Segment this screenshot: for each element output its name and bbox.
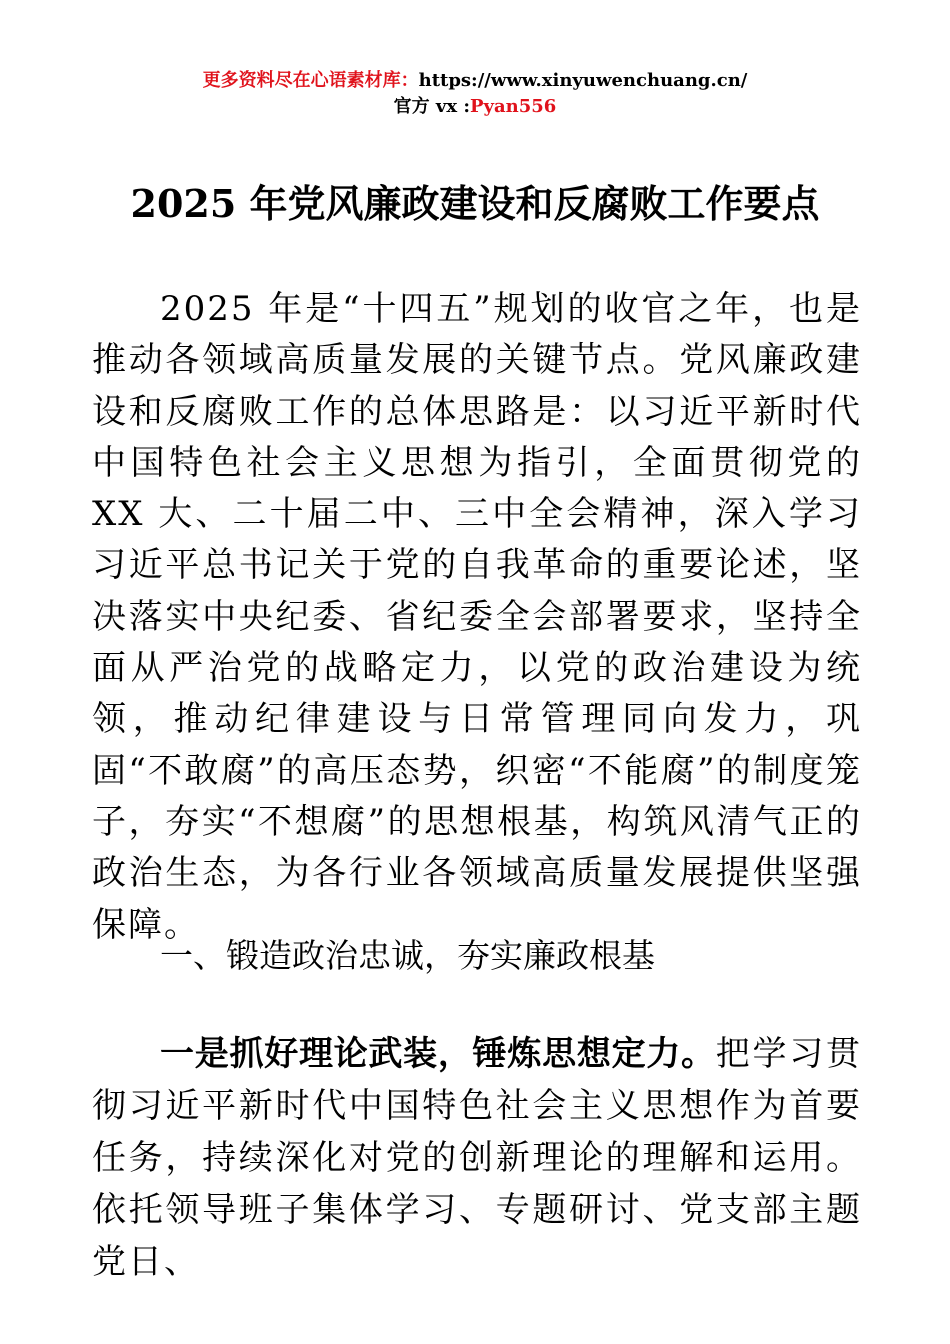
intro-paragraph: 2025 年是“十四五”规划的收官之年，也是推动各领域高质量发展的关键节点。党风廉政建设和反腐败工作的总体思路是：以习近平新时代中国特色社会主义思想为指引，全面贯彻党的 XX 大、二十届二中、三中全会精神，深入学习习近平总书记关于党的自我革命的重要论述，坚决落实中央纪委、省纪委全会部署要求，坚持全面从严治党的战略定力，以党的政治建设为统领，推动纪律建设与日常管理同向发力，巩固“不敢腐”的高压态势，织密“不能腐”的制度笼子，夯实“不想腐”的思想根基，构筑风清气正的政治生态，为各行业各领域高质量发展提供坚强保障。 <box>92 289 862 945</box>
document-title: 2025 年党风廉政建设和反腐败工作要点 <box>130 181 820 226</box>
contact-id: Pyan556 <box>470 96 557 117</box>
section1-item1-body: 把学习贯彻习近平新时代中国特色社会主义思想作为首要任务，持续深化对党的创新理论的理解和运用。依托领导班子集体学习、专题研讨、党支部主题党日、 <box>92 1034 863 1282</box>
source-watermark-header <box>0 68 950 120</box>
section1-item1-lead: 一是抓好理论武装，锤炼思想定力。 <box>160 1034 716 1074</box>
source-label: 更多资料尽在心语素材库： <box>202 70 419 91</box>
source-line <box>0 68 950 94</box>
source-url[interactable]: https://www.xinyuwenchuang.cn/ <box>418 70 748 91</box>
contact-label: 官方 vx : <box>393 96 471 117</box>
section1-item1-paragraph <box>92 1028 862 1288</box>
section-heading-1: 一、锻造政治忠诚，夯实廉政根基 <box>160 936 655 975</box>
contact-line <box>0 94 950 120</box>
